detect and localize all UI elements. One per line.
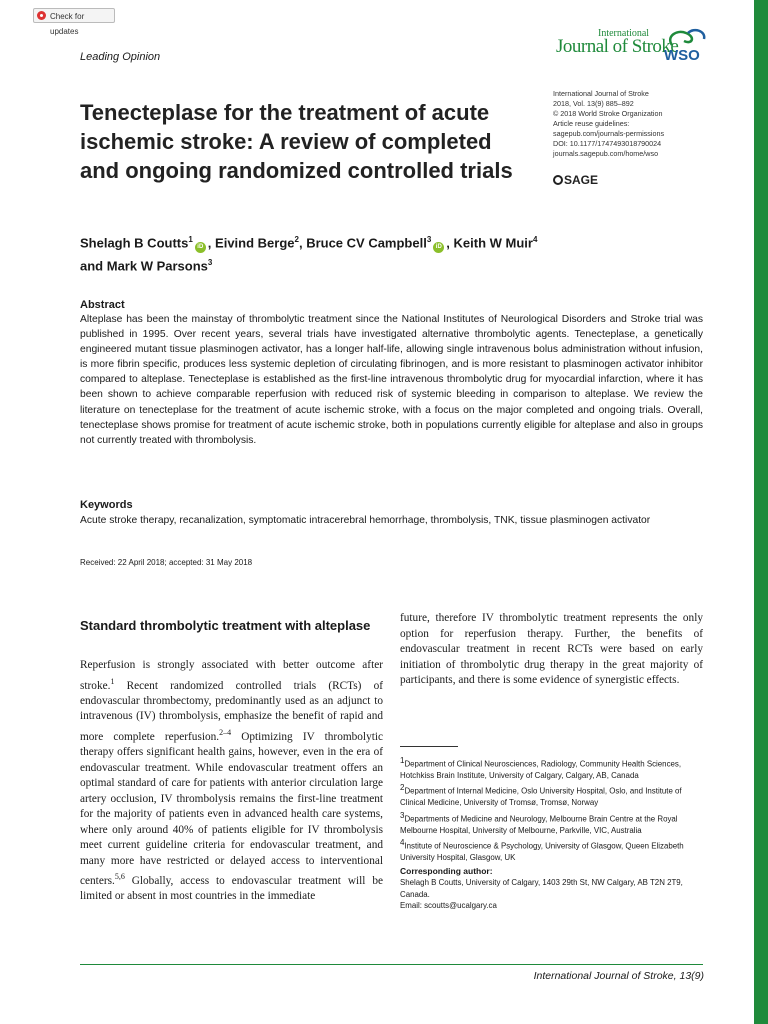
affiliation-number: 3: [400, 810, 405, 820]
orcid-icon[interactable]: iD: [433, 242, 444, 253]
article-title: Tenecteplase for the treatment of acute ischemic stroke: A review of completed and ongoing randomized controlled trials: [80, 100, 513, 183]
keywords-text: Acute stroke therapy, recanalization, symptomatic intracerebral hemorrhage, thrombolysis, TNK, tissue plasminogen activator: [80, 515, 651, 526]
check-for-updates-button[interactable]: [33, 8, 115, 36]
crossmark-icon: [37, 11, 46, 20]
affiliation-item: [400, 755, 705, 781]
footer-divider: [80, 964, 703, 965]
pubinfo-copyright: © 2018 World Stroke Organization: [553, 109, 663, 118]
body-text: Globally, access to endovascular treatment will be limited or absent in most countries in the immediate: [80, 874, 383, 903]
footnote-divider: [400, 746, 458, 747]
affiliation-item: [400, 810, 705, 836]
pubinfo-homepage-link[interactable]: journals.sagepub.com/home/wso: [553, 149, 659, 158]
affiliation-item: [400, 837, 705, 863]
corresponding-author-address: Shelagh B Coutts, University of Calgary, 1403 29th St, NW Calgary, AB T2N 2T9, Canada.: [400, 878, 683, 899]
reference-link[interactable]: 5,6: [114, 872, 125, 882]
body-text: Recent randomized controlled trials (RCTs) of endovascular thrombectomy, predominantly used as an adjunct to intravenous (IV) thrombolysis, emphasize the benefit of rapid and more complete reperfusion.: [80, 679, 383, 743]
affiliation-number: 4: [400, 838, 405, 848]
sage-logo-icon: [553, 175, 563, 185]
body-text-column-2: future, therefore IV thrombolytic treatment represents the only option for reperfusion therapy. Further, the benefits of endovascular treatment in recent RCTs were based on early initiation of thrombolytic drug therapy in the great majority of participants, and there is some evidence of synergistic effects.: [400, 612, 703, 686]
affiliations: [400, 755, 705, 911]
author-affiliation: 3: [426, 235, 432, 244]
affiliation-text: Department of Clinical Neurosciences, Radiology, Community Health Sciences, Hotchkiss Brain Institute, University of Calgary, Calgary, AB, Canada: [400, 759, 682, 781]
page-footer: International Journal of Stroke, 13(9): [533, 970, 704, 982]
pubinfo-volume: 2018, Vol. 13(9) 885–892: [553, 99, 634, 108]
affiliation-text: Department of Internal Medicine, Oslo University Hospital, Oslo, and Institute of Clinical Medicine, University of Tromsø, Tromsø, Norway: [400, 787, 682, 808]
author-name: Eivind Berge: [215, 235, 295, 251]
affiliation-text: Departments of Medicine and Neurology, Melbourne Brain Centre at the Royal Melbourne Hospital, University of Melbourne, Parkville, VIC, Australia: [400, 814, 678, 835]
journal-color-strip: [754, 0, 768, 1024]
check-for-updates-label: Check for updates: [50, 12, 85, 36]
journal-logo-international: International: [598, 28, 650, 39]
pubinfo-permissions-link[interactable]: sagepub.com/journals-permissions: [553, 129, 665, 138]
affiliation-number: 1: [400, 756, 405, 765]
body-text: Reperfusion is strongly associated with better outcome after stroke.: [80, 659, 383, 692]
journal-logo-name: Journal of Stroke: [556, 36, 679, 57]
corresponding-author-heading: Corresponding author:: [400, 865, 493, 876]
body-text-column-1: [80, 658, 383, 905]
publisher-name: SAGE: [564, 173, 599, 187]
abstract-text: Alteplase has been the mainstay of thrombolytic treatment since the National Institutes of Neurological Disorders and Stroke trial was published in 1995. Over recent years, several trials have investigated alternative thrombolytic agents. Tenecteplase, a genetically engineered mutant tissue plasminogen activator, has a longer half-life, allowing single intravenous bolus administration without infusion, is more fibrin specific, produces less systemic depletion of circulating fibrinogen, and is more resistant to plasminogen activator inhibitor compared to alteplase. Tenecteplase is established as the first-line intravenous thrombolytic drug for myocardial infarction, where it has been shown to achieve comparable reperfusion with reduced risk of systemic bleeding in comparison to alteplase. We review the literature on tenecteplase for the treatment of acute ischemic stroke, with a focus on the major completed and ongoing trials. Overall, tenecteplase shows promise for treatment of acute ischemic stroke, both in populations currently eligible for alteplase and also in groups not currently treated with thrombolysis.: [80, 314, 703, 446]
affiliation-text: Institute of Neuroscience & Psychology, University of Glasgow, Queen Elizabeth University Hospital, Glasgow, UK: [400, 841, 684, 863]
received-dates: Received: 22 April 2018; accepted: 31 May 2018: [80, 558, 253, 567]
reference-link[interactable]: 1: [110, 676, 115, 686]
author-affiliation: 3: [207, 258, 213, 268]
pubinfo-reuse: Article reuse guidelines:: [553, 119, 630, 128]
affiliation-item: [400, 782, 705, 808]
body-text: Optimizing IV thrombolytic therapy offers significant health gains, however, even in the era of endovascular treatment. While endovascular treatment offers an optimal standard of care for patients with anterior circulation large artery occlusion, IV thrombolysis remains the first-line treatment for the majority of patients even in advanced health care systems, where only around 40% of patients eligible for IV thrombolysis meet current guideline criteria for endovascular treatment, and many more have restricted or delayed access to interventional centers.: [80, 730, 384, 887]
abstract-heading: Abstract: [80, 299, 125, 311]
affiliation-number: 2: [400, 783, 405, 793]
author-affiliation: 1: [188, 235, 193, 244]
author-affiliation: 4: [532, 235, 538, 244]
author-name: Bruce CV Campbell: [306, 235, 427, 251]
section-heading: Standard thrombolytic treatment with alteplase: [80, 618, 371, 633]
keywords-heading: Keywords: [80, 499, 133, 511]
reference-link[interactable]: 2–4: [219, 727, 232, 737]
article-type: Leading Opinion: [80, 51, 161, 63]
author-list: Shelagh B Coutts$^1$iD , Eivind Berge$^2$, Bruce CV Campbell$^3$iD , Keith W Muir$^4$ and Mark W Parsons$^3$: [80, 235, 538, 274]
publisher-logo: [553, 173, 598, 187]
orcid-icon[interactable]: iD: [195, 242, 206, 253]
wso-logo: [662, 27, 710, 67]
author-name: Keith W Muir: [453, 235, 533, 251]
author-name: Shelagh B Coutts: [80, 235, 189, 251]
author-name: Mark W Parsons: [106, 258, 208, 274]
publication-info: [553, 89, 664, 159]
wso-swirl-icon: [662, 27, 710, 49]
pubinfo-doi-link[interactable]: DOI: 10.1177/1747493018790024: [553, 139, 662, 148]
author-affiliation: 2: [294, 235, 299, 244]
corresponding-author-email[interactable]: Email: scoutts@ucalgary.ca: [400, 900, 497, 910]
pubinfo-journal: International Journal of Stroke: [553, 89, 649, 98]
wso-logo-text: WSO: [664, 47, 700, 64]
